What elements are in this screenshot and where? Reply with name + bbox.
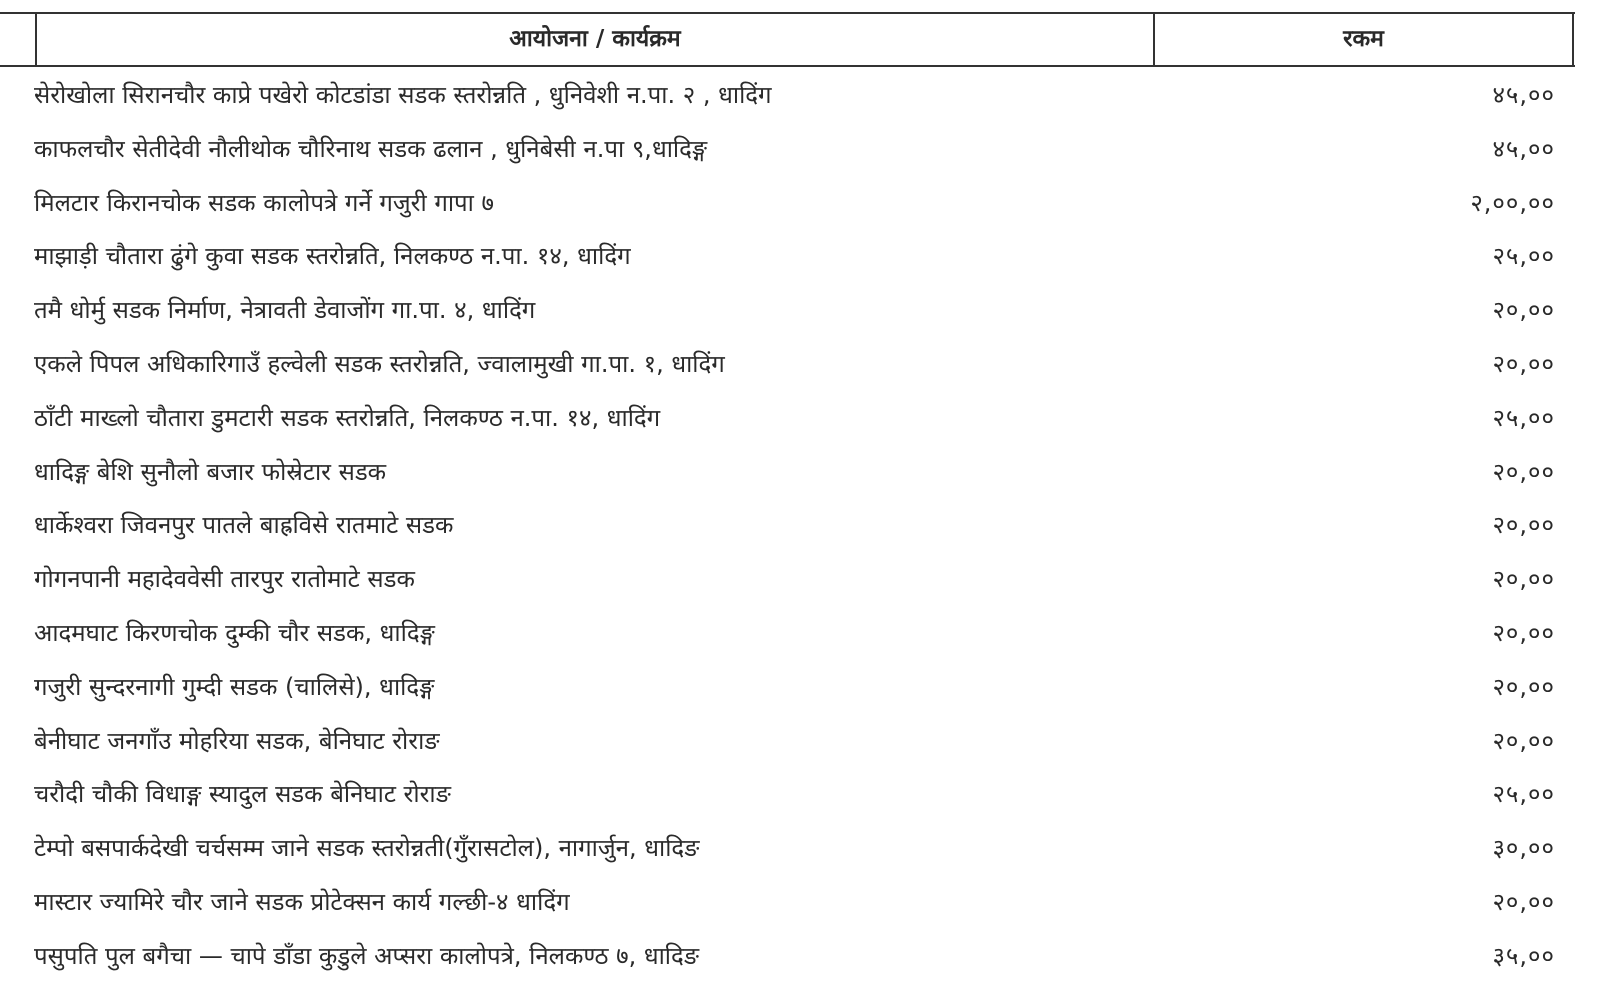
project-name: चरौदी चौकी विधाङ्ग स्यादुल सडक बेनिघाट रोराङ bbox=[34, 780, 451, 809]
table-row bbox=[0, 72, 1600, 126]
table-row bbox=[0, 825, 1600, 879]
table-body bbox=[0, 72, 1600, 987]
project-amount: ४५,०० bbox=[1492, 81, 1555, 109]
table-row bbox=[0, 233, 1600, 287]
project-name: सेरोखोला सिरानचौर काप्रे पखेरो कोटडांडा सडक स्तरोन्नति , धुनिवेशी न.पा. २ , धादिंग bbox=[34, 81, 772, 109]
project-name: माझाड़ी चौतारा ढुंगे कुवा सडक स्तरोन्नति, निलकण्ठ न.पा. १४, धादिंग bbox=[34, 242, 631, 271]
project-name: बेनीघाट जनगाँउ मोहरिया सडक, बेनिघाट रोराङ bbox=[34, 726, 440, 755]
project-name: टेम्पो बसपार्कदेखी चर्चसम्म जाने सडक स्तरोन्नती(गुँरासटोल), नागार्जुन, धादिङ bbox=[34, 834, 700, 863]
project-name: ठाँटी माख्लो चौतारा डुमटारी सडक स्तरोन्नति, निलकण्ठ न.पा. १४, धादिंग bbox=[34, 403, 661, 432]
project-amount: २५,०० bbox=[1492, 242, 1555, 271]
table-row bbox=[0, 879, 1600, 933]
table-row bbox=[0, 556, 1600, 610]
table-row bbox=[0, 395, 1600, 449]
table-header bbox=[0, 12, 1575, 67]
table-row bbox=[0, 933, 1600, 987]
project-amount: २५,०० bbox=[1492, 780, 1555, 809]
project-amount: २०,०० bbox=[1492, 618, 1555, 647]
project-name: गजुरी सुन्दरनागी गुम्दी सडक (चालिसे), धादिङ्ग bbox=[34, 672, 435, 701]
project-amount: २०,०० bbox=[1492, 511, 1555, 540]
table-row bbox=[0, 771, 1600, 825]
project-name: तमै धोर्मु सडक निर्माण, नेत्रावती डेवाजोंग गा.पा. ४, धादिंग bbox=[34, 296, 536, 325]
project-amount: २०,०० bbox=[1492, 349, 1555, 378]
column-divider bbox=[1572, 14, 1574, 65]
project-amount: २,००,०० bbox=[1470, 188, 1555, 217]
project-amount: २०,०० bbox=[1492, 726, 1555, 755]
project-name: गोगनपानी महादेववेसी तारपुर रातोमाटे सडक bbox=[34, 565, 415, 594]
project-amount: ३०,०० bbox=[1492, 834, 1555, 863]
project-amount: २०,०० bbox=[1492, 296, 1555, 325]
table-row bbox=[0, 610, 1600, 664]
table-row bbox=[0, 287, 1600, 341]
project-name: धार्केश्वरा जिवनपुर पातले बाह्रविसे रातमाटे सडक bbox=[34, 511, 454, 540]
project-name: आदमघाट किरणचोक दुम्की चौर सडक, धादिङ्ग bbox=[34, 618, 435, 647]
project-amount: ३५,०० bbox=[1492, 941, 1555, 970]
table-row bbox=[0, 341, 1600, 395]
table-row bbox=[0, 502, 1600, 556]
project-amount: २५,०० bbox=[1492, 403, 1555, 432]
table-row bbox=[0, 664, 1600, 718]
column-header-amount: रकम bbox=[1343, 26, 1384, 52]
column-header-project: आयोजना / कार्यक्रम bbox=[509, 26, 681, 52]
project-amount: २०,०० bbox=[1492, 565, 1555, 594]
project-name: काफलचौर सेतीदेवी नौलीथोक चौरिनाथ सडक ढलान , धुनिबेसी न.पा ९,धादिङ्ग bbox=[34, 134, 708, 163]
table-row bbox=[0, 718, 1600, 772]
table-row bbox=[0, 449, 1600, 503]
project-name: पसुपति पुल बगैचा — चापे डाँडा कुडुले अप्सरा कालोपत्रे, निलकण्ठ ७, धादिङ bbox=[34, 941, 700, 970]
project-name: मास्टार ज्यामिरे चौर जाने सडक प्रोटेक्सन कार्य गल्छी-४ धादिंग bbox=[34, 887, 570, 916]
project-name: धादिङ्ग बेशि सुनौलो बजार फोस्रेटार सडक bbox=[34, 457, 387, 486]
table-row bbox=[0, 180, 1600, 234]
table-row bbox=[0, 126, 1600, 180]
project-amount: २०,०० bbox=[1492, 672, 1555, 701]
project-name: मिलटार किरानचोक सडक कालोपत्रे गर्ने गजुरी गापा ७ bbox=[34, 188, 495, 217]
project-amount: ४५,०० bbox=[1492, 134, 1555, 163]
project-amount: २०,०० bbox=[1492, 887, 1555, 916]
project-name: एकले पिपल अधिकारिगाउँ हल्वेली सडक स्तरोन्नति, ज्वालामुखी गा.पा. १, धादिंग bbox=[34, 349, 725, 378]
project-amount: २०,०० bbox=[1492, 457, 1555, 486]
